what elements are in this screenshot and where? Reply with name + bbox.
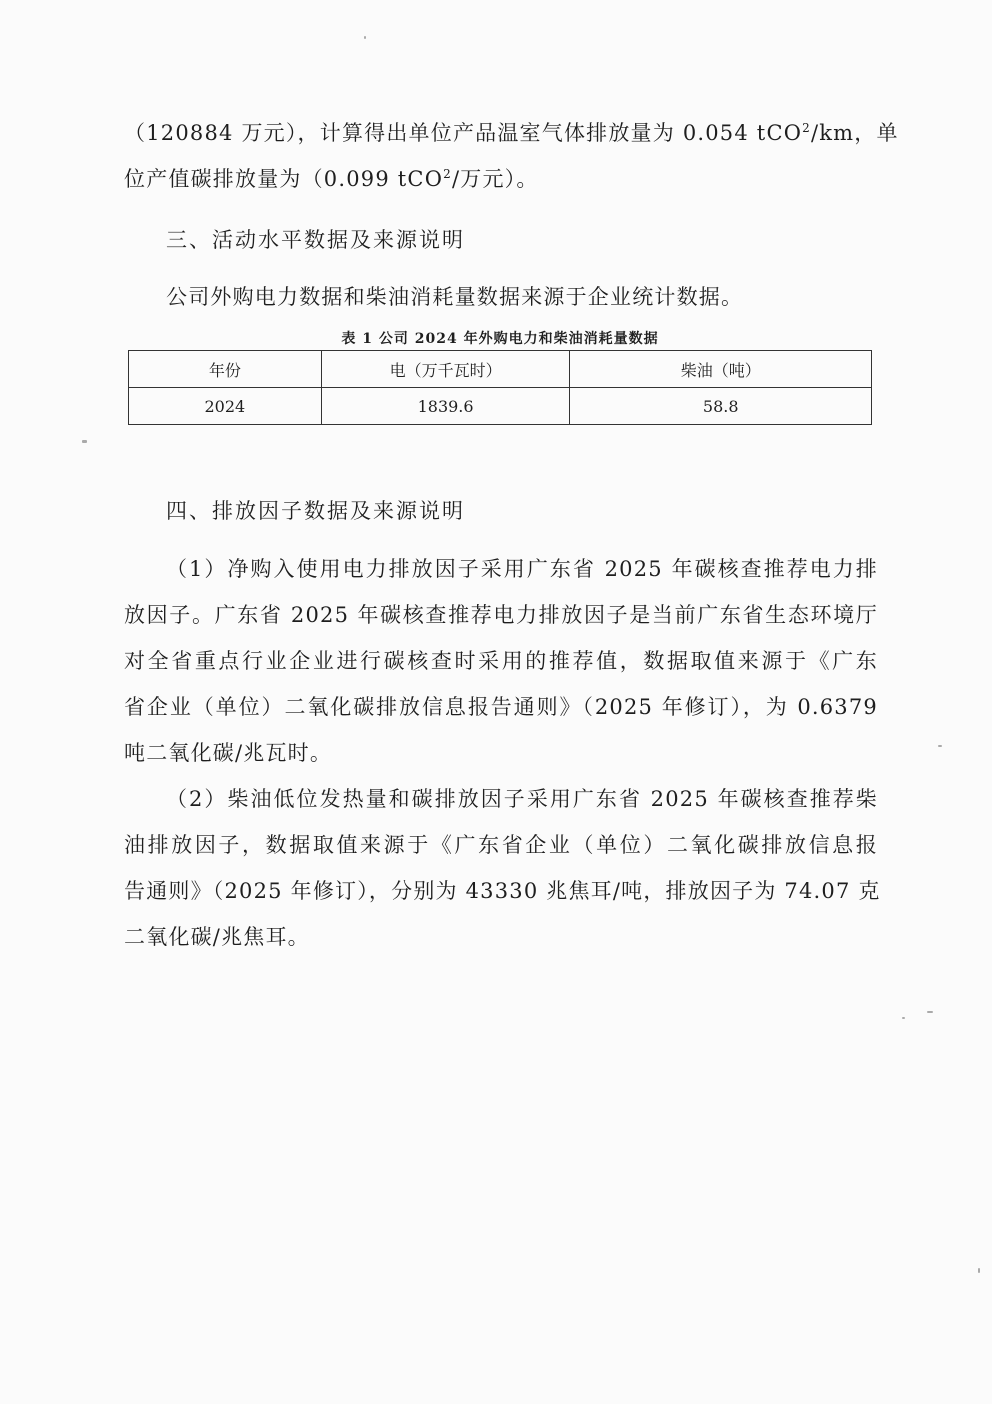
scan-speck xyxy=(902,1017,905,1019)
scan-speck xyxy=(978,1268,980,1273)
section-heading: 四、排放因子数据及来源说明 xyxy=(166,499,465,523)
scan-speck xyxy=(82,440,87,443)
table-caption: 表 1 公司 2024 年外购电力和柴油消耗量数据 xyxy=(341,331,659,347)
paragraph-line: 省企业（单位）二氧化碳排放信息报告通则》（2025 年修订），为 0.6379 xyxy=(124,695,878,719)
table-header-cell: 柴油（吨） xyxy=(570,351,872,388)
text-run: （120884 万元），计算得出单位产品温室气体排放量为 0.054 tCO xyxy=(124,121,803,145)
text-run: 位产值碳排放量为（0.099 tCO xyxy=(124,167,444,191)
text-run: /万元）。 xyxy=(451,167,539,191)
data-table xyxy=(128,350,872,425)
paragraph-line: 公司外购电力数据和柴油消耗量数据来源于企业统计数据。 xyxy=(166,285,744,309)
paragraph-line: 二氧化碳/兆焦耳。 xyxy=(124,925,310,949)
table-header-cell: 电（万千瓦时） xyxy=(321,351,570,388)
paragraph-line: 对全省重点行业企业进行碳核查时采用的推荐值，数据取值来源于《广东 xyxy=(124,649,878,673)
text-run: /km，单 xyxy=(810,121,899,145)
paragraph-line: 放因子。广东省 2025 年碳核查推荐电力排放因子是当前广东省生态环境厅 xyxy=(124,603,878,627)
table-row xyxy=(129,388,872,425)
superscript: 2 xyxy=(443,167,452,181)
table-cell: 58.8 xyxy=(570,388,872,425)
paragraph-line: （1）净购入使用电力排放因子采用广东省 2025 年碳核查推荐电力排 xyxy=(166,557,878,581)
scan-speck xyxy=(938,745,942,747)
scan-speck xyxy=(364,36,366,39)
table-header-row xyxy=(129,351,872,388)
scan-speck xyxy=(927,1011,933,1013)
paragraph-line xyxy=(124,164,878,194)
paragraph-line: 油排放因子，数据取值来源于《广东省企业（单位）二氧化碳排放信息报 xyxy=(124,833,878,857)
paragraph-line: 吨二氧化碳/兆瓦时。 xyxy=(124,741,333,765)
table-cell: 1839.6 xyxy=(321,388,570,425)
section-heading: 三、活动水平数据及来源说明 xyxy=(166,228,465,252)
paragraph-line: （2）柴油低位发热量和碳排放因子采用广东省 2025 年碳核查推荐柴 xyxy=(166,787,878,811)
table-cell: 2024 xyxy=(129,388,322,425)
superscript: 2 xyxy=(802,121,811,135)
table-header-cell: 年份 xyxy=(129,351,322,388)
paragraph-line xyxy=(124,118,899,148)
paragraph-line: 告通则》（2025 年修订），分别为 43330 兆焦耳/吨，排放因子为 74.07 克 xyxy=(124,879,881,903)
